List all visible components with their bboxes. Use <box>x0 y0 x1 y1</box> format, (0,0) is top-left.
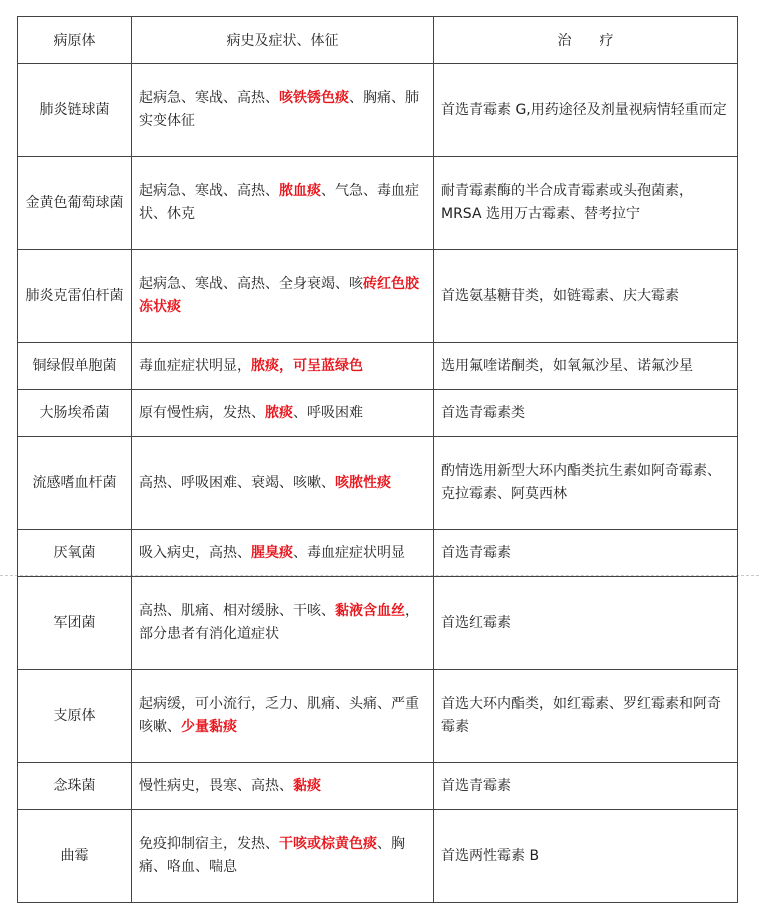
treatment-cell: 首选青霉素类 <box>434 390 738 437</box>
symptoms-cell <box>132 390 434 437</box>
table-row <box>18 763 738 810</box>
key-symptom-highlight: 少量黏痰 <box>181 719 237 735</box>
table-row <box>18 390 738 437</box>
pathogen-cell: 肺炎链球菌 <box>18 64 132 157</box>
symptom-text: 毒血症症状明显， <box>139 357 251 374</box>
symptoms-cell <box>132 670 434 763</box>
treatment-cell: 首选青霉素 <box>434 763 738 810</box>
symptom-text: 免疫抑制宿主，发热、 <box>139 836 279 852</box>
table-row <box>18 343 738 390</box>
symptoms-cell <box>132 343 434 390</box>
header-treatment: 治 疗 <box>434 17 738 64</box>
table-row <box>18 250 738 343</box>
symptoms-cell <box>132 763 434 810</box>
table-row <box>18 670 738 763</box>
symptoms-cell <box>132 530 434 577</box>
treatment-cell: 耐青霉素酶的半合成青霉素或头孢菌素，MRSA 选用万古霉素、替考拉宁 <box>434 157 738 250</box>
key-symptom-highlight: 黏痰 <box>293 777 321 794</box>
symptom-text: 高热、肌痛、相对缓脉、干咳、 <box>139 603 335 619</box>
pathogen-cell: 大肠埃希菌 <box>18 390 132 437</box>
symptom-text: 、气急、毒血症状、休克 <box>139 183 419 222</box>
treatment-cell: 首选青霉素 G,用药途径及剂量视病情轻重而定 <box>434 64 738 157</box>
pathogen-cell: 金黄色葡萄球菌 <box>18 157 132 250</box>
header-pathogen: 病原体 <box>18 17 132 64</box>
treatment-cell: 酌情选用新型大环内酯类抗生素如阿奇霉素、克拉霉素、阿莫西林 <box>434 437 738 530</box>
pathogen-cell: 曲霉 <box>18 810 132 903</box>
symptoms-cell <box>132 437 434 530</box>
pathogen-cell: 厌氧菌 <box>18 530 132 577</box>
symptom-text: 、胸痛、肺实变体征 <box>139 90 419 129</box>
table-row <box>18 64 738 157</box>
symptom-text: 吸入病史，高热、 <box>139 544 251 561</box>
treatment-cell: 首选红霉素 <box>434 577 738 670</box>
symptoms-cell <box>132 577 434 670</box>
symptom-text: 起病急、寒战、高热、 <box>139 183 279 199</box>
symptom-text: 、胸痛、咯血、喘息 <box>139 836 405 875</box>
pathogen-cell: 支原体 <box>18 670 132 763</box>
header-symptoms: 病史及症状、体征 <box>132 17 434 64</box>
treatment-cell: 首选两性霉素 B <box>434 810 738 903</box>
table-row <box>18 437 738 530</box>
key-symptom-highlight: 腥臭痰 <box>251 544 293 561</box>
symptoms-cell <box>132 810 434 903</box>
treatment-cell: 首选青霉素 <box>434 530 738 577</box>
key-symptom-highlight: 咳铁锈色痰 <box>279 90 349 106</box>
pathogen-cell: 铜绿假单胞菌 <box>18 343 132 390</box>
key-symptom-highlight: 脓血痰 <box>279 183 321 199</box>
table-row <box>18 530 738 577</box>
symptom-text: 高热、呼吸困难、衰竭、咳嗽、 <box>139 474 335 491</box>
table-row <box>18 157 738 250</box>
treatment-cell: 选用氟喹诺酮类，如氧氟沙星、诺氟沙星 <box>434 343 738 390</box>
key-symptom-highlight: 黏液含血丝 <box>335 603 405 619</box>
symptom-text: 起病急、寒战、高热、全身衰竭、咳 <box>139 276 363 292</box>
pathogen-cell: 流感嗜血杆菌 <box>18 437 132 530</box>
key-symptom-highlight: 干咳或棕黄色痰 <box>279 836 377 852</box>
header-row <box>18 17 738 64</box>
pathogen-cell: 军团菌 <box>18 577 132 670</box>
key-symptom-highlight: 脓痰 <box>265 404 293 421</box>
pneumonia-pathogen-table <box>17 16 738 903</box>
symptom-text: ，部分患者有消化道症状 <box>139 603 419 642</box>
symptoms-cell <box>132 250 434 343</box>
table-row <box>18 810 738 903</box>
pathogen-cell: 肺炎克雷伯杆菌 <box>18 250 132 343</box>
key-symptom-highlight: 咳脓性痰 <box>335 474 391 491</box>
symptom-text: 原有慢性病，发热、 <box>139 404 265 421</box>
key-symptom-highlight: 砖红色胶冻状痰 <box>139 276 419 315</box>
key-symptom-highlight: 脓痰，可呈蓝绿色 <box>251 357 363 374</box>
symptom-text: 起病急、寒战、高热、 <box>139 90 279 106</box>
pathogen-cell: 念珠菌 <box>18 763 132 810</box>
treatment-cell: 首选氨基糖苷类，如链霉素、庆大霉素 <box>434 250 738 343</box>
symptom-text: 起病缓，可小流行，乏力、肌痛、头痛、严重咳嗽、 <box>139 696 419 735</box>
symptom-text: 、呼吸困难 <box>293 404 363 421</box>
treatment-cell: 首选大环内酯类，如红霉素、罗红霉素和阿奇霉素 <box>434 670 738 763</box>
symptoms-cell <box>132 64 434 157</box>
symptoms-cell <box>132 157 434 250</box>
symptom-text: 慢性病史，畏寒、高热、 <box>139 777 293 794</box>
table-row <box>18 577 738 670</box>
symptom-text: 、毒血症症状明显 <box>293 544 405 561</box>
